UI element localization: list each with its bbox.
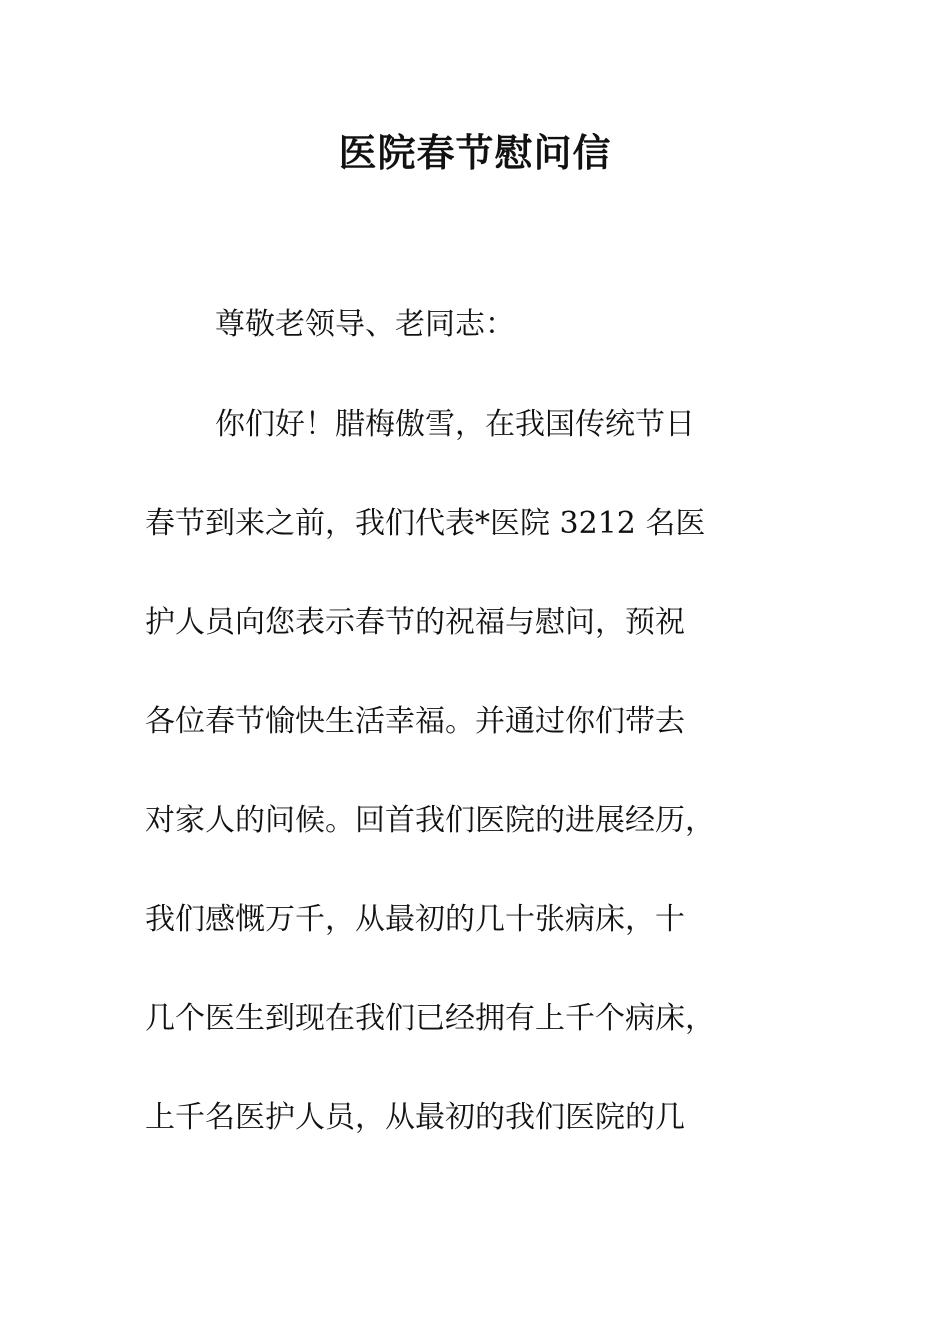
letter-body	[145, 400, 805, 1192]
salutation: 尊敬老领导、老同志：	[215, 307, 515, 342]
body-line: 各位春节愉快生活幸福。并通过你们带去	[145, 704, 685, 739]
body-line: 你们好！腊梅傲雪，在我国传统节日	[215, 407, 695, 442]
body-line: 护人员向您表示春节的祝福与慰问，预祝	[145, 605, 685, 640]
body-line: 几个医生到现在我们已经拥有上千个病床，	[145, 1001, 715, 1036]
document-title: 医院春节慰问信	[338, 130, 612, 175]
body-line: 上千名医护人员，从最初的我们医院的几	[145, 1100, 685, 1135]
body-line: 春节到来之前，我们代表*医院 3212 名医	[145, 506, 706, 541]
body-line: 对家人的问候。回首我们医院的进展经历，	[145, 803, 715, 838]
body-line: 我们感慨万千，从最初的几十张病床，十	[145, 902, 685, 937]
